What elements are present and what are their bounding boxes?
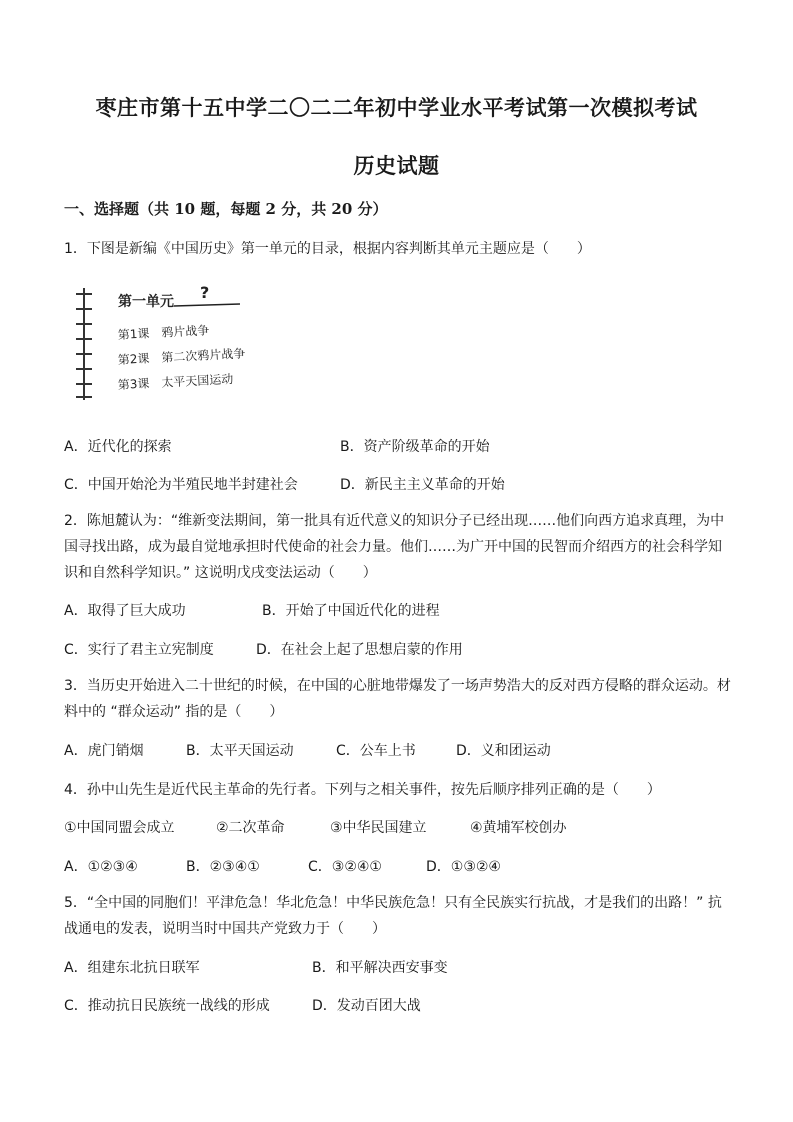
- question-4-event-4: ④黄埔军校创办: [470, 820, 567, 836]
- question-4-option-a[interactable]: A．①②③④: [64, 859, 138, 875]
- unit-label: 第一单元: [118, 294, 174, 310]
- question-4-event-1: ①中国同盟会成立: [64, 820, 175, 836]
- question-4-event-2: ②二次革命: [216, 820, 285, 836]
- question-3-option-a[interactable]: A．虎门销烟: [64, 743, 144, 759]
- question-2-stem: 2．陈旭麓认为：“维新变法期间，第一批具有近代意义的知识分子已经出现……他们向西方追求真理，为中国寻找出路，成为最自觉地承担时代使命的社会力量。他们……为广开中国的民智而介绍西方的社会科学知识和自然科学知识。” 这说明戊戌变法运动（ ）: [64, 513, 725, 581]
- exam-title: 枣庄市第十五中学二〇二二年初中学业水平考试第一次模拟考试: [95, 95, 698, 120]
- question-1-option-a[interactable]: A．近代化的探索: [64, 439, 172, 455]
- question-2-option-c[interactable]: C．实行了君主立宪制度: [64, 642, 214, 658]
- question-2-option-b[interactable]: B．开始了中国近代化的进程: [262, 603, 440, 619]
- question-3-option-d[interactable]: D．义和团运动: [456, 743, 551, 759]
- question-3-stem: 3．当历史开始进入二十世纪的时候，在中国的心脏地带爆发了一场声势浩大的反对西方侵略的群众运动。材料中的 “群众运动” 指的是（ ）: [64, 678, 731, 720]
- section-heading: 一、选择题（共 10 题，每题 2 分，共 20 分）: [64, 200, 388, 218]
- question-5-option-a[interactable]: A．组建东北抗日联军: [64, 960, 200, 976]
- question-4-event-3: ③中华民国建立: [330, 820, 427, 836]
- question-2-option-a[interactable]: A．取得了巨大成功: [64, 603, 186, 619]
- question-4-stem: 4．孙中山先生是近代民主革命的先行者。下列与之相关事件，按先后顺序排列正确的是（ ）: [64, 782, 661, 798]
- unit-blank: ?: [200, 283, 210, 302]
- question-1-stem: 1．下图是新编《中国历史》第一单元的目录，根据内容判断其单元主题应是（ ）: [64, 241, 591, 257]
- question-4-option-d[interactable]: D．①③②④: [426, 859, 501, 875]
- lesson-2: 第2课 第二次鸦片战争: [117, 346, 246, 367]
- question-5-option-d[interactable]: D．发动百团大战: [312, 998, 421, 1014]
- lesson-3: 第3课 太平天国运动: [117, 371, 234, 392]
- question-5-stem: 5．“全中国的同胞们！平津危急！华北危急！中华民族危急！只有全民族实行抗战，才是我们的出路！” 抗战通电的发表，说明当时中国共产党致力于（ ）: [64, 895, 722, 937]
- question-4-option-c[interactable]: C．③②④①: [308, 859, 382, 875]
- question-1-option-b[interactable]: B．资产阶级革命的开始: [340, 439, 490, 455]
- binder-spine-icon: [72, 282, 262, 406]
- question-1-option-d[interactable]: D．新民主主义革命的开始: [340, 477, 505, 493]
- question-3-option-c[interactable]: C．公车上书: [336, 743, 416, 759]
- question-3-option-b[interactable]: B．太平天国运动: [186, 743, 294, 759]
- question-1-option-c[interactable]: C．中国开始沦为半殖民地半封建社会: [64, 477, 298, 493]
- question-4-option-b[interactable]: B．②③④①: [186, 859, 260, 875]
- question-5-option-b[interactable]: B．和平解决西安事变: [312, 960, 448, 976]
- exam-subtitle: 历史试题: [353, 153, 440, 178]
- question-1-figure: [72, 282, 262, 406]
- question-5-option-c[interactable]: C．推动抗日民族统一战线的形成: [64, 998, 270, 1014]
- lesson-1: 第1课 鸦片战争: [117, 323, 210, 342]
- question-2-option-d[interactable]: D．在社会上起了思想启蒙的作用: [256, 642, 463, 658]
